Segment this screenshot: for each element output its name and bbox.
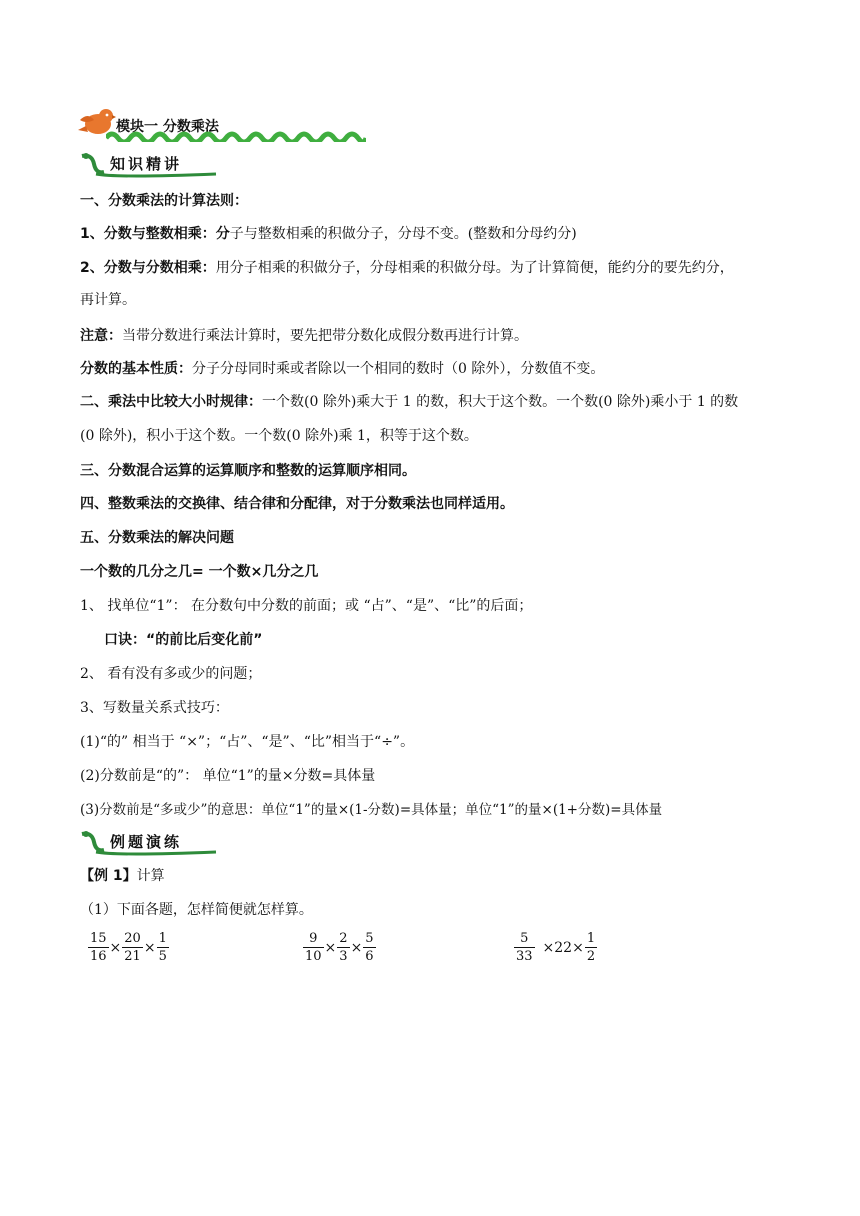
heading-2 <box>80 392 738 412</box>
heading-5: 五、分数乘法的解决问题 <box>80 530 234 546</box>
rule-2-label: 2、分数与分数相乘： <box>80 260 216 276</box>
numerator: 9 <box>303 930 324 948</box>
denominator: 5 <box>158 949 167 964</box>
denominator: 3 <box>339 949 348 964</box>
note <box>80 326 528 346</box>
heading-2-cont: (0 除外)，积小于这个数。一个数(0 除外)乘 1，积等于这个数。 <box>80 428 478 444</box>
fraction <box>303 930 324 965</box>
numerator: 1 <box>158 931 167 946</box>
example-1-title: 计算 <box>136 868 165 884</box>
denominator: 21 <box>124 949 141 964</box>
rule-1 <box>80 224 577 244</box>
question-1: （1）下面各题，怎样简便就怎样算。 <box>80 902 313 918</box>
heading-2-text: 一个数(0 除外)乘大于 1 的数，积大于这个数。一个数(0 除外)乘小于 1 的数 <box>262 394 739 410</box>
heading-2-label: 二、乘法中比较大小时规律： <box>80 394 262 410</box>
rule-1-text: 子与整数相乘的积做分子，分母不变。(整数和分母约分) <box>229 226 577 242</box>
rule-2 <box>80 258 734 278</box>
numerator: 1 <box>586 931 596 946</box>
section-knowledge-header <box>78 150 218 184</box>
property-label: 分数的基本性质： <box>80 361 192 377</box>
denominator: 10 <box>305 949 322 964</box>
heading-4: 四、整数乘法的交换律、结合律和分配律，对于分数乘法也同样适用。 <box>80 496 514 512</box>
tip-2: (2)分数前是“的”： 单位“1”的量×分数=具体量 <box>80 768 376 784</box>
fraction <box>363 930 375 965</box>
fraction <box>514 930 535 965</box>
rule-2-cont: 再计算。 <box>80 292 136 308</box>
numerator: 20 <box>124 931 141 946</box>
numerator: 2 <box>339 931 348 946</box>
times-sign: × <box>324 939 337 956</box>
times-sign: × <box>109 939 122 956</box>
numerator: 5 <box>365 931 374 946</box>
heading-1: 一、分数乘法的计算法则： <box>80 193 248 209</box>
note-label: 注意： <box>80 328 122 344</box>
heading-3: 三、分数混合运算的运算顺序和整数的运算顺序相同。 <box>80 463 416 479</box>
tip-3: (3)分数前是“多或少”的意思：单位“1”的量×(1-分数)=具体量；单位“1”的量×(1+分数)=具体量 <box>80 802 663 818</box>
section-title: 知识精讲 <box>110 155 183 173</box>
step-3: 3、写数量关系式技巧： <box>80 700 229 716</box>
expression-2 <box>303 930 376 965</box>
numerator: 15 <box>90 931 107 946</box>
denominator: 33 <box>516 949 533 964</box>
step-1: 1、 找单位“1”： 在分数句中分数的前面；或 “占”、“是”、“比”的后面； <box>80 598 533 614</box>
numerator: 5 <box>514 930 535 948</box>
note-text: 当带分数进行乘法计算时，要先把带分数化成假分数再进行计算。 <box>122 328 528 344</box>
denominator: 2 <box>586 949 596 964</box>
fraction <box>88 930 109 965</box>
times-22-sign: ×22× <box>542 939 584 956</box>
fraction <box>585 930 597 965</box>
mnemonic: 口诀：“的前比后变化前” <box>104 632 263 648</box>
rule-1-label: 1、分数与整数相乘：分 <box>80 226 230 242</box>
property <box>80 359 604 379</box>
expression-1 <box>88 930 169 965</box>
times-sign: × <box>143 939 156 956</box>
property-text: 分子分母同时乘或者除以一个相同的数时（0 除外），分数值不变。 <box>192 361 605 377</box>
expression-3 <box>514 930 597 965</box>
module-header <box>76 106 366 142</box>
times-sign: × <box>350 939 363 956</box>
module-title: 模块一 分数乘法 <box>116 119 219 135</box>
tip-1: (1)“的” 相当于 “×”；“占”、“是”、“比”相当于“÷”。 <box>80 734 415 750</box>
denominator: 16 <box>90 949 107 964</box>
formula: 一个数的几分之几= 一个数×几分之几 <box>80 564 319 580</box>
rule-2-text: 用分子相乘的积做分子，分母相乘的积做分母。为了计算简便，能约分的要先约分， <box>215 260 734 276</box>
fraction <box>337 930 349 965</box>
fraction <box>122 930 143 965</box>
denominator: 6 <box>365 949 374 964</box>
example-1-label <box>80 866 165 886</box>
vine-decoration <box>106 130 366 142</box>
section-examples-header <box>78 828 218 862</box>
example-1-tag: 【例 1】 <box>80 868 137 884</box>
step-2: 2、 看有没有多或少的问题； <box>80 666 262 682</box>
fraction <box>157 930 169 965</box>
section-title: 例题演练 <box>110 833 183 851</box>
